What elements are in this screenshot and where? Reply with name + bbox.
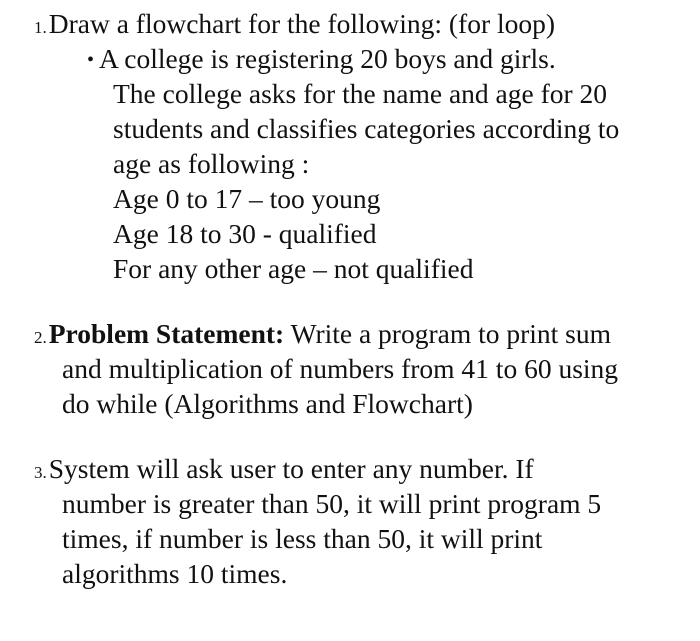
item-3-first-line <box>34 453 534 489</box>
item-3-first-line-text: System will ask user to enter any number. If <box>48 453 534 484</box>
bullet-icon: • <box>87 49 95 71</box>
item-2-first-line-rest: Write a program to print sum <box>284 318 612 349</box>
item-3-line-1: number is greater than 50, it will print program 5 <box>62 488 602 519</box>
item-2-line-2: do while (Algorithms and Flowchart) <box>62 388 473 419</box>
item-3-line-2: times, if number is less than 50, it will print <box>62 523 543 554</box>
item-2-label: Problem Statement: <box>48 318 285 349</box>
item-1-line-1: The college asks for the name and age for 20 <box>113 78 608 109</box>
item-3-number: 3. <box>34 463 47 482</box>
item-1-line-4: Age 0 to 17 – too young <box>113 183 381 214</box>
item-1-heading-line <box>34 8 555 44</box>
item-2-first-line <box>34 318 611 354</box>
item-1-line-3: age as following : <box>113 148 310 179</box>
item-1-bullet-line <box>87 43 556 78</box>
item-1-bullet-text: A college is registering 20 boys and girls. <box>99 43 556 74</box>
item-1-line-5: Age 18 to 30 - qualified <box>113 218 377 249</box>
item-2-number: 2. <box>34 328 47 347</box>
item-1-number: 1. <box>34 18 47 37</box>
item-1-heading: Draw a flowchart for the following: (for loop) <box>48 8 556 39</box>
item-1-line-2: students and classifies categories according to <box>113 113 620 144</box>
item-1-line-6: For any other age – not qualified <box>113 253 474 284</box>
item-2-line-1: and multiplication of numbers from 41 to 60 using <box>62 353 619 384</box>
item-3-line-3: algorithms 10 times. <box>62 558 288 589</box>
